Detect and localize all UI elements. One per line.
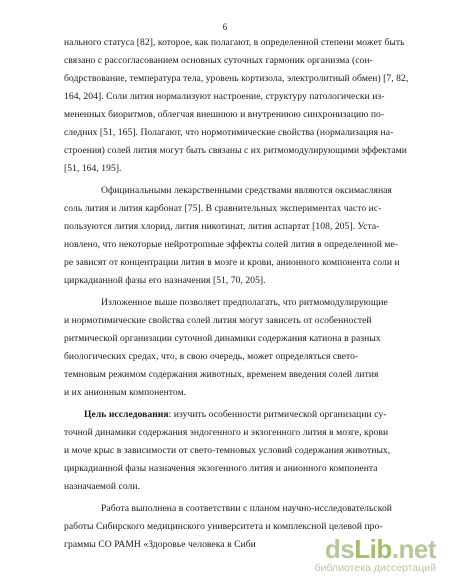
text-line: Официнальными лекарственными средствами являются оксимасляная [101,185,392,196]
text-line: точной динамики содержания эндогенного и экзогенного лития в мозге, крови [64,427,389,438]
text-line: бодрствование, температура тела, уровень кортизола, электролитный обмен) [7, 82, [64,73,409,84]
text-line: ритмической организации суточной динамики содержания катиона в разных [64,333,381,344]
text-line: ре зависят от концентрации лития в мозге и крови, анионного компонента соли и [64,257,400,268]
text-line: Работа выполнена в соответствии с планом научно-исследовательской [101,503,392,514]
text-line: связано с рассогласованием основных суточных гармоник организма (сон- [64,55,373,66]
text-line: следних [51, 165]. Полагают, что нормотимические свойства (нормализация на- [64,127,394,138]
text-line: [51, 164, 195]. [64,163,122,174]
text-line: биологических средах, что, в свою очередь, может определяться свето- [64,351,359,362]
dslib-watermark [315,536,436,574]
text-line: 164, 204]. Соли лития нормализуют настроение, структуру патологически из- [64,91,385,102]
text-line: пользуются лития хлорид, лития никотинат, лития аспартат [108, 205]. Уста- [64,221,380,232]
text-line: темновым режимом содержания животных, временем введения солей лития [64,369,379,380]
watermark-subtitle: библиотека диссертаций [314,562,436,574]
text-line: граммы СО РАМН «Здоровье человека в Сиби [64,539,256,550]
text-line: циркадианной фазы назначения экзогенного лития и анионного компонента [64,463,378,474]
text-line: мененных биоритмов, облегчая внешнюю и внутреннюю синхронизацию по- [64,109,385,120]
goal-label: Цель исследования [84,409,169,420]
goal-text: изучить особенности ритмической организации су- [173,409,387,420]
text-line: циркадианной фазы его назначения [51, 70, 205]. [64,275,266,286]
text-line: строения) солей лития могут быть связаны с их ритмомодулирующими эффектами [64,145,407,156]
text-line: и моче крыс в зависимости от свето-темновых условий содержания животных, [64,445,391,456]
text-line: новлено, что некоторые нейротропные эффекты солей лития в определенной ме- [64,239,399,250]
goal-line: Цель исследования: изучить особенности ритмической организации су- [84,409,387,420]
text-line: нального статуса [82], которое, как полагают, в определенной степени может быть [64,37,405,48]
text-line: назначаемой соли. [64,481,141,492]
page-number: 6 [222,22,228,32]
dslib-logo: dsLib.net [324,534,436,564]
text-line: работы Сибирского медицинского университета и комплексной целевой про- [64,521,383,532]
text-line: Изложенное выше позволяет предполагать, что ритмомодулирующие [101,297,388,308]
text-line: и нормотимические свойства солей лития могут зависеть от особенностей [64,315,372,326]
text-line: и их анионным компонентом. [64,387,187,398]
text-line: соль лития и лития карбонат [75]. В сравнительных экспериментах часто ис- [64,203,382,214]
